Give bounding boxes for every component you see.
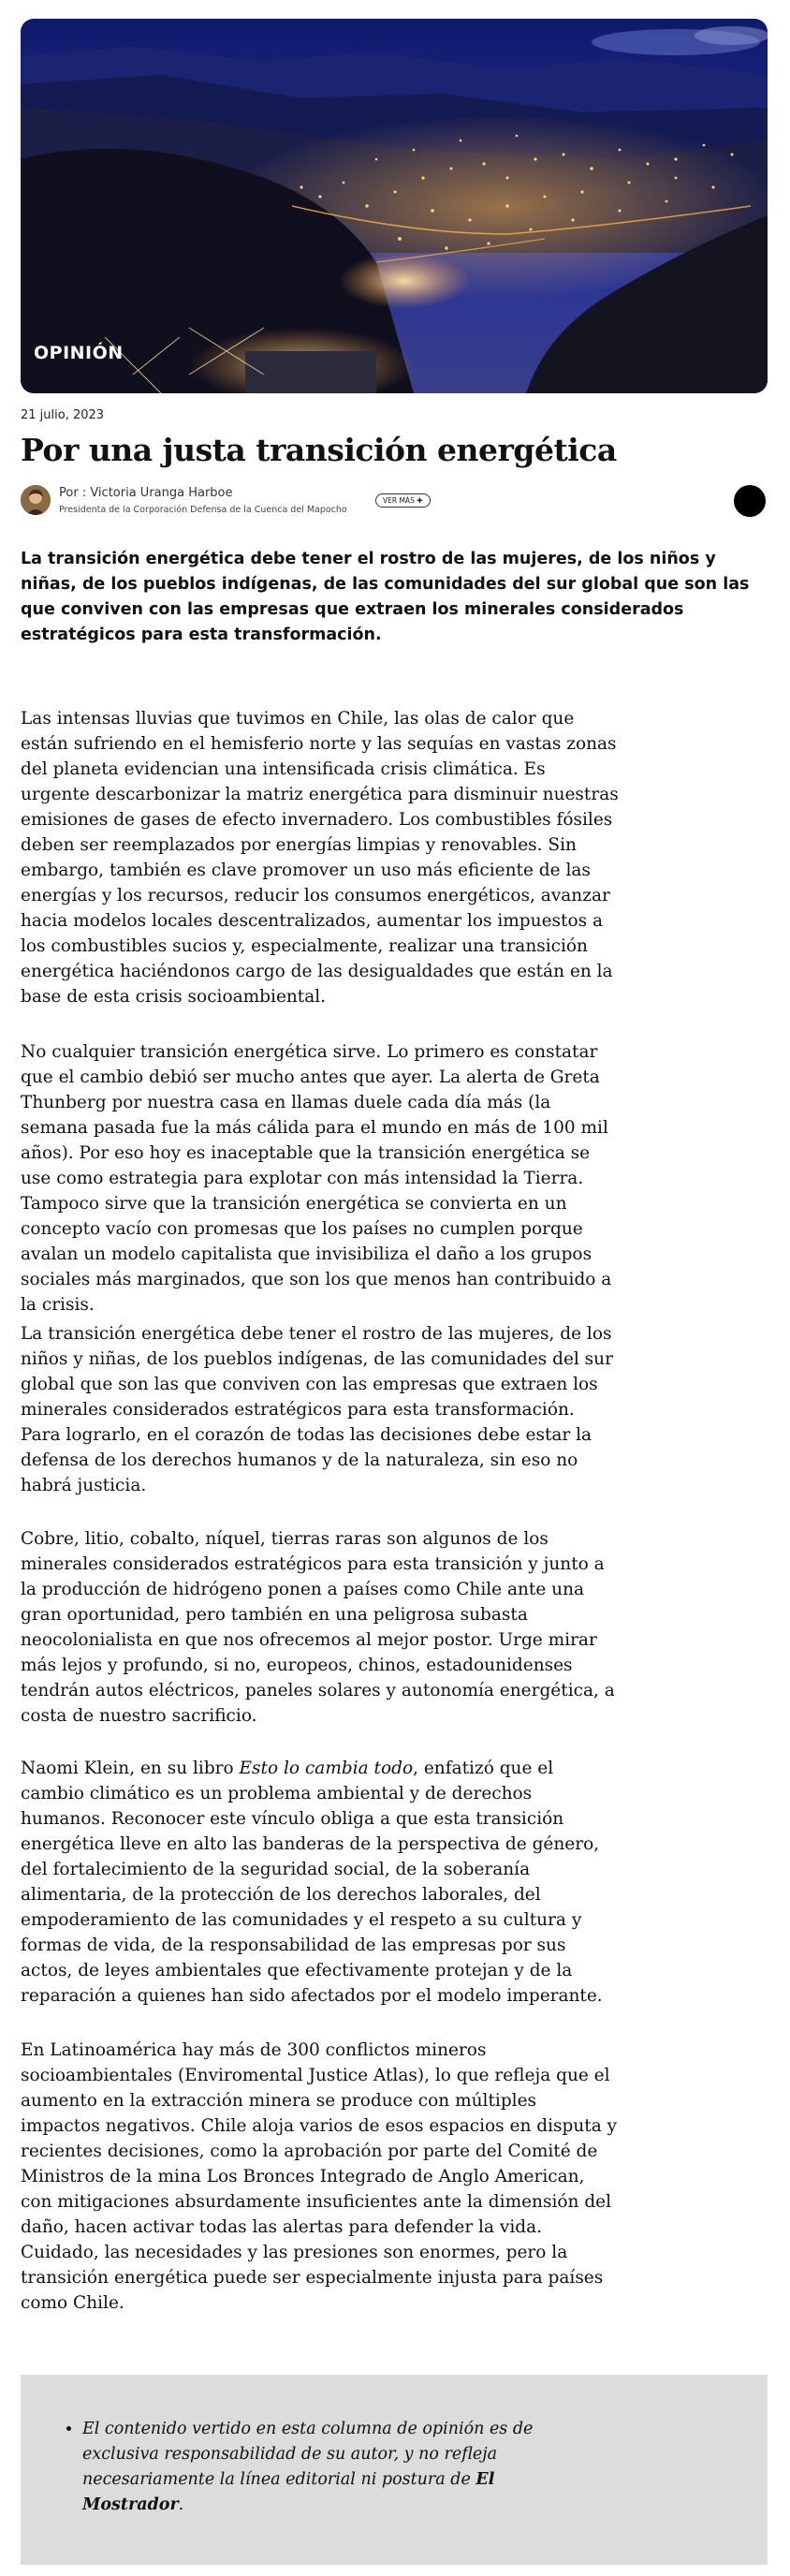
disclaimer-end: . [178, 2495, 184, 2514]
paragraph: En Latinoamérica hay más de 300 conflictos mineros socioambientales (Enviromental Justice Atlas), lo que refleja que el aumento en la extracción minera se produce con múltiples impactos negativos. Chile aloja varios de esos espacios en disputa y recientes decisiones, como la aprobación por parte del Comité de Ministros de la mina Los Bronces Integrado de Anglo American, con mitigaciones absurdamente insuficientes ante la dimensión del daño, hacen activar todas las alertas para defender la vida. Cuidado, las necesidades y las presiones son enormes, pero la transición energética puede ser especialmente injusta para países como Chile. [21, 2040, 618, 2313]
brand-name: El Mostrador [82, 2470, 495, 2514]
disclaimer-text: El contenido vertido en esta columna de opinión es de exclusiva responsabilidad de su autor, y no refleja necesariamente la línea editorial ni postura de [82, 2420, 534, 2489]
disclaimer-box [21, 2375, 768, 2565]
paragraph-text: , enfatizó que el cambio climático es un problema ambiental y de derechos humanos. Reconocer este vínculo obliga a que esta transición energética lleve en alto las banderas de la perspectiva de género, del fortalecimiento de la seguridad social, de la soberanía alimentaria, de la protección de los derechos laborales, del empoderamiento de las comunidades y el respeto a su cultura y formas de vida, de la responsabilidad de las empresas por sus actos, de leyes ambientales que efectivamente protejan y de la reparación a quienes han sido afectados por el modelo imperante. [21, 1759, 603, 2006]
book-title: Esto lo cambia todo [239, 1759, 414, 1778]
night-city-photo [21, 19, 768, 393]
author-avatar[interactable] [21, 485, 51, 515]
author-name-line[interactable] [59, 486, 233, 500]
paragraph: La transición energética debe tener el rostro de las mujeres, de los niños y niñas, de los pueblos indígenas, de las comunidades del sur global que son las que conviven con las empresas que extraen los minerales considerados estratégicos para esta transformación. Para lograrlo, en el corazón de todas las decisiones debe estar la defensa de los derechos humanos y de la naturaleza, sin eso no habrá justicia. [21, 1324, 613, 1495]
author-photo-icon [21, 485, 51, 515]
paragraph: Las intensas lluvias que tuvimos en Chile, las olas de calor que están sufriendo en el hemisferio norte y las sequías en vastas zonas del planeta evidencian una intensificada crisis climática. Es urgente descarbonizar la matriz energética para disminuir nuestras emisiones de gases de efecto invernadero. Los combustibles fósiles deben ser reemplazados por energías limpias y renovables. Sin embargo, también es clave promover un uso más eficiente de las energías y los recursos, reducir los consumos energéticos, avanzar hacia modelos locales descentralizados, aumentar los impuestos a los combustibles sucios y, especialmente, realizar una transición energética haciéndonos cargo de las desigualdades que están en la base de esta crisis socioambiental. [21, 709, 619, 1007]
category-tag[interactable]: OPINIÓN [34, 343, 124, 363]
author-byline [21, 485, 768, 519]
author-role: Presidenta de la Corporación Defensa de la Cuenca del Mapocho [59, 505, 347, 515]
author-prefix: Por : [59, 486, 87, 500]
paragraph [21, 1756, 620, 2009]
see-more-button[interactable]: VER MÁS ✚ [375, 493, 431, 508]
article-lead: La transición energética debe tener el rostro de las mujeres, de los niños y niñas, de los pueblos indígenas, de las comunidades del sur global que son las que conviven con las empresas que extraen los minerales considerados estratégicos para esta transformación. [21, 550, 750, 644]
publish-date: 21 julio, 2023 [21, 408, 105, 422]
paragraph: No cualquier transición energética sirve. Lo primero es constatar que el cambio debió ser mucho antes que ayer. La alerta de Greta Thunberg por nuestra casa en llamas duele cada día más (la semana pasada fue la más cálida para el mundo en más de 100 mil años). Por eso hoy es inaceptable que la transición energética se use como estrategia para explotar con más intensidad la Tierra. Tampoco sirve que la transición energética se convierta en un concepto vacío con promesas que los países no cumplen porque avalan un modelo capitalista que invisibiliza el daño a los grupos sociales más marginados, que son los que menos han contribuido a la crisis. [21, 1042, 612, 1315]
disclaimer-item [82, 2417, 569, 2518]
paragraph: Cobre, litio, cobalto, níquel, tierras raras son algunos de los minerales considerados estratégicos para esta transición y junto a la producción de hidrógeno ponen a países como Chile ante una gran oportunidad, pero también en una peligrosa subasta neocolonialista en que nos ofrecemos al mejor postor. Urge mirar más lejos y profundo, si no, europeos, chinos, estadounidenses tendrán autos eléctricos, paneles solares y autonomía energética, a costa de nuestro sacrificio. [21, 1529, 615, 1726]
paragraph-text: Naomi Klein, en su libro [21, 1759, 240, 1778]
hero-image[interactable] [21, 19, 768, 393]
author-name[interactable]: Victoria Uranga Harboe [90, 486, 233, 500]
article-title: Por una justa transición energética [21, 432, 617, 468]
share-circle-icon[interactable] [734, 485, 766, 517]
